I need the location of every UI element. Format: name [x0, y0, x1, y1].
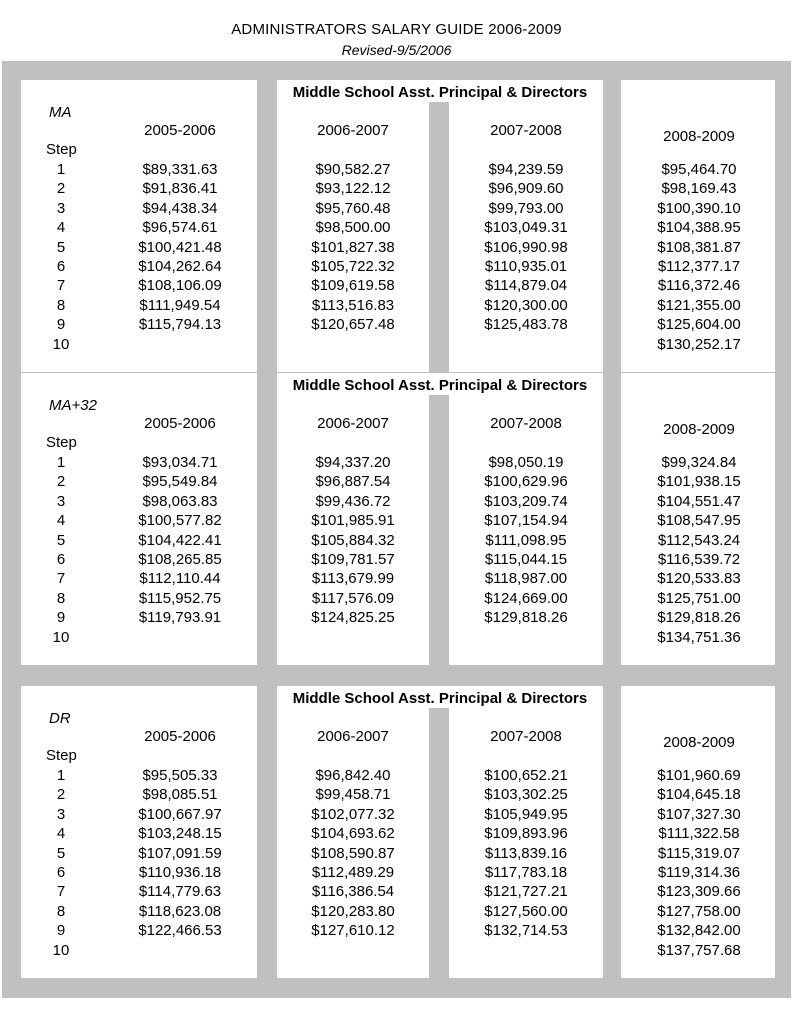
page-title: ADMINISTRATORS SALARY GUIDE 2006-2009 — [231, 21, 562, 38]
salary-cell: $101,960.69 — [657, 767, 741, 784]
salary-cell: $98,169.43 — [661, 180, 737, 198]
step-number: 6 — [56, 551, 66, 568]
salary-cell: $113,516.83 — [311, 296, 395, 314]
salary-cell: $111,949.54 — [139, 296, 221, 314]
salary-cell: $107,154.94 — [484, 512, 568, 530]
salary-cell: $115,952.75 — [138, 589, 222, 607]
salary-cell: $93,122.12 — [315, 180, 391, 198]
table-row — [2, 609, 791, 628]
step-number: 1 — [56, 454, 66, 471]
degree-label: MA — [49, 104, 72, 121]
salary-cell: $119,314.36 — [657, 864, 741, 881]
salary-cell: $125,751.00 — [657, 589, 741, 607]
year-header: 2006-2007 — [317, 728, 389, 745]
salary-cell: $124,669.00 — [484, 589, 568, 607]
table-row — [2, 200, 791, 219]
salary-cell: $108,590.87 — [311, 844, 395, 862]
salary-cell: $95,760.48 — [315, 199, 391, 217]
salary-cell: $112,377.17 — [657, 258, 741, 275]
table-row — [2, 336, 791, 355]
salary-cell: $91,836.41 — [142, 180, 218, 198]
salary-cell: $110,935.01 — [484, 258, 568, 275]
table-row — [2, 239, 791, 258]
salary-cell: $127,560.00 — [484, 902, 568, 920]
salary-cell: $121,355.00 — [657, 296, 741, 314]
salary-cell: $94,239.59 — [488, 161, 564, 178]
salary-cell: $111,322.58 — [658, 825, 740, 843]
salary-cell: $132,842.00 — [657, 922, 741, 940]
table-row — [2, 161, 791, 180]
step-number: 9 — [56, 609, 66, 627]
step-number: 9 — [56, 316, 66, 334]
salary-cell: $100,652.21 — [484, 767, 568, 784]
table-row — [2, 551, 791, 570]
salary-cell: $106,990.98 — [484, 238, 568, 256]
salary-cell: $104,388.95 — [657, 219, 741, 237]
salary-section — [2, 373, 791, 665]
salary-cell: $95,549.84 — [142, 473, 218, 491]
salary-cell: $103,049.31 — [484, 219, 568, 237]
salary-cell: $114,779.63 — [138, 883, 222, 901]
table-row — [2, 864, 791, 883]
salary-cell: $113,679.99 — [311, 570, 395, 588]
salary-cell: $130,252.17 — [657, 335, 741, 353]
table-row — [2, 806, 791, 825]
salary-cell: $132,714.53 — [484, 922, 568, 940]
year-header: 2006-2007 — [317, 415, 389, 432]
salary-cell: $114,879.04 — [484, 277, 568, 295]
salary-cell: $115,319.07 — [657, 844, 741, 862]
salary-cell: $134,751.36 — [657, 628, 741, 646]
salary-cell: $99,324.84 — [661, 454, 737, 471]
year-header: 2005-2006 — [144, 122, 216, 139]
salary-cell: $104,551.47 — [657, 492, 741, 510]
table-row — [2, 845, 791, 864]
step-number: 7 — [56, 277, 66, 295]
salary-cell: $103,209.74 — [484, 492, 568, 510]
salary-cell: $98,063.83 — [142, 492, 218, 510]
salary-section — [2, 686, 791, 978]
salary-cell: $116,372.46 — [657, 277, 741, 295]
salary-cell: $95,505.33 — [142, 767, 218, 784]
step-column-header: Step — [46, 141, 77, 158]
degree-label: DR — [49, 710, 71, 727]
salary-cell: $99,458.71 — [315, 786, 391, 804]
salary-cell: $94,438.34 — [142, 199, 218, 217]
step-number: 5 — [56, 531, 66, 549]
table-row — [2, 942, 791, 961]
salary-guide-frame — [2, 61, 791, 998]
step-number: 8 — [56, 902, 66, 920]
salary-cell: $121,727.21 — [484, 883, 568, 901]
step-number: 7 — [56, 883, 66, 901]
salary-cell: $117,576.09 — [311, 589, 395, 607]
step-number: 9 — [56, 922, 66, 940]
step-number: 3 — [56, 492, 66, 510]
year-header: 2007-2008 — [490, 415, 562, 432]
salary-cell: $104,693.62 — [311, 825, 395, 843]
salary-cell: $109,619.58 — [311, 277, 395, 295]
salary-cell: $89,331.63 — [142, 161, 218, 178]
degree-label: MA+32 — [49, 397, 97, 414]
table-row — [2, 786, 791, 805]
salary-cell: $120,300.00 — [484, 296, 568, 314]
salary-cell: $125,483.78 — [484, 316, 568, 334]
salary-cell: $99,793.00 — [488, 199, 564, 217]
salary-cell: $108,381.87 — [657, 238, 741, 256]
year-header: 2005-2006 — [144, 728, 216, 745]
table-row — [2, 297, 791, 316]
year-header: 2008-2009 — [663, 734, 735, 751]
year-header: 2006-2007 — [317, 122, 389, 139]
salary-cell: $129,818.26 — [657, 609, 741, 627]
salary-cell: $101,985.91 — [311, 512, 395, 530]
salary-cell: $116,539.72 — [657, 551, 741, 568]
salary-cell: $108,547.95 — [657, 512, 741, 530]
salary-cell: $104,422.41 — [138, 531, 222, 549]
salary-cell: $105,949.95 — [484, 805, 568, 823]
salary-cell: $109,781.57 — [311, 551, 395, 568]
salary-cell: $93,034.71 — [142, 454, 218, 471]
page-subtitle: Revised-9/5/2006 — [341, 42, 452, 58]
salary-cell: $105,722.32 — [311, 258, 395, 275]
salary-cell: $120,283.80 — [311, 902, 395, 920]
salary-cell: $113,839.16 — [484, 844, 568, 862]
salary-cell: $100,390.10 — [657, 199, 741, 217]
table-row — [2, 883, 791, 902]
step-number: 3 — [56, 805, 66, 823]
salary-cell: $112,110.44 — [139, 570, 221, 588]
table-row — [2, 180, 791, 199]
salary-cell: $127,610.12 — [311, 922, 395, 940]
salary-cell: $95,464.70 — [661, 161, 737, 178]
year-header: 2007-2008 — [490, 728, 562, 745]
salary-cell: $127,758.00 — [657, 902, 741, 920]
salary-cell: $123,309.66 — [657, 883, 741, 901]
table-row — [2, 493, 791, 512]
salary-cell: $96,574.61 — [142, 219, 218, 237]
salary-cell: $118,623.08 — [138, 902, 222, 920]
salary-cell: $137,757.68 — [657, 941, 741, 959]
salary-cell: $104,645.18 — [657, 786, 741, 804]
salary-cell: $100,629.96 — [484, 473, 568, 491]
year-header: 2008-2009 — [663, 128, 735, 145]
salary-cell: $100,421.48 — [138, 238, 222, 256]
salary-cell: $122,466.53 — [138, 922, 222, 940]
salary-cell: $112,543.24 — [657, 531, 741, 549]
year-header: 2008-2009 — [663, 421, 735, 438]
table-row — [2, 570, 791, 589]
step-number: 2 — [56, 473, 66, 491]
table-row — [2, 922, 791, 941]
salary-cell: $103,302.25 — [484, 786, 568, 804]
step-number: 5 — [56, 238, 66, 256]
salary-cell: $119,793.91 — [138, 609, 222, 627]
step-number: 5 — [56, 844, 66, 862]
salary-cell: $118,987.00 — [484, 570, 568, 588]
salary-cell: $107,327.30 — [657, 805, 741, 823]
salary-cell: $101,827.38 — [311, 238, 395, 256]
step-number: 1 — [56, 161, 66, 178]
table-row — [2, 590, 791, 609]
salary-cell: $115,794.13 — [138, 316, 222, 334]
table-row — [2, 219, 791, 238]
salary-cell: $110,936.18 — [138, 864, 222, 881]
step-column-header: Step — [46, 747, 77, 764]
step-number: 8 — [56, 589, 66, 607]
salary-cell: $129,818.26 — [484, 609, 568, 627]
salary-cell: $117,783.18 — [484, 864, 568, 881]
salary-cell: $101,938.15 — [657, 473, 741, 491]
step-number: 10 — [52, 628, 70, 646]
salary-cell: $100,667.97 — [138, 805, 222, 823]
salary-section — [2, 80, 791, 372]
step-number: 6 — [56, 258, 66, 275]
step-number: 4 — [56, 219, 66, 237]
step-number: 10 — [52, 335, 70, 353]
section-heading: Middle School Asst. Principal & Directors — [292, 377, 588, 394]
year-header: 2005-2006 — [144, 415, 216, 432]
salary-cell: $116,386.54 — [311, 883, 395, 901]
section-heading: Middle School Asst. Principal & Directors — [292, 690, 588, 707]
step-number: 3 — [56, 199, 66, 217]
step-number: 8 — [56, 296, 66, 314]
step-number: 7 — [56, 570, 66, 588]
step-number: 2 — [56, 180, 66, 198]
step-number: 4 — [56, 512, 66, 530]
table-row — [2, 825, 791, 844]
salary-cell: $98,500.00 — [315, 219, 391, 237]
salary-cell: $103,248.15 — [138, 825, 222, 843]
table-row — [2, 258, 791, 277]
year-header: 2007-2008 — [490, 122, 562, 139]
salary-cell: $108,265.85 — [138, 551, 222, 568]
step-number: 2 — [56, 786, 66, 804]
step-number: 10 — [52, 941, 70, 959]
salary-cell: $102,077.32 — [311, 805, 395, 823]
step-number: 1 — [56, 767, 66, 784]
salary-cell: $105,884.32 — [311, 531, 395, 549]
salary-cell: $111,098.95 — [485, 531, 567, 549]
table-row — [2, 316, 791, 335]
table-row — [2, 512, 791, 531]
salary-cell: $100,577.82 — [138, 512, 222, 530]
salary-cell: $120,657.48 — [311, 316, 395, 334]
salary-cell: $96,842.40 — [315, 767, 391, 784]
salary-cell: $107,091.59 — [138, 844, 222, 862]
table-row — [2, 903, 791, 922]
salary-cell: $115,044.15 — [484, 551, 568, 568]
table-row — [2, 277, 791, 296]
salary-cell: $104,262.64 — [138, 258, 222, 275]
salary-cell: $99,436.72 — [315, 492, 391, 510]
salary-cell: $112,489.29 — [311, 864, 395, 881]
salary-cell: $96,909.60 — [488, 180, 564, 198]
salary-cell: $120,533.83 — [657, 570, 741, 588]
salary-cell: $98,050.19 — [488, 454, 564, 471]
section-heading: Middle School Asst. Principal & Directors — [292, 84, 588, 101]
salary-cell: $98,085.51 — [142, 786, 218, 804]
salary-cell: $125,604.00 — [657, 316, 741, 334]
table-row — [2, 767, 791, 786]
table-row — [2, 629, 791, 648]
salary-cell: $124,825.25 — [311, 609, 395, 627]
salary-cell: $96,887.54 — [315, 473, 391, 491]
salary-cell: $90,582.27 — [315, 161, 391, 178]
step-number: 6 — [56, 864, 66, 881]
salary-cell: $108,106.09 — [138, 277, 222, 295]
salary-cell: $94,337.20 — [315, 454, 391, 471]
table-row — [2, 454, 791, 473]
step-column-header: Step — [46, 434, 77, 451]
table-row — [2, 473, 791, 492]
table-row — [2, 532, 791, 551]
salary-cell: $109,893.96 — [484, 825, 568, 843]
step-number: 4 — [56, 825, 66, 843]
